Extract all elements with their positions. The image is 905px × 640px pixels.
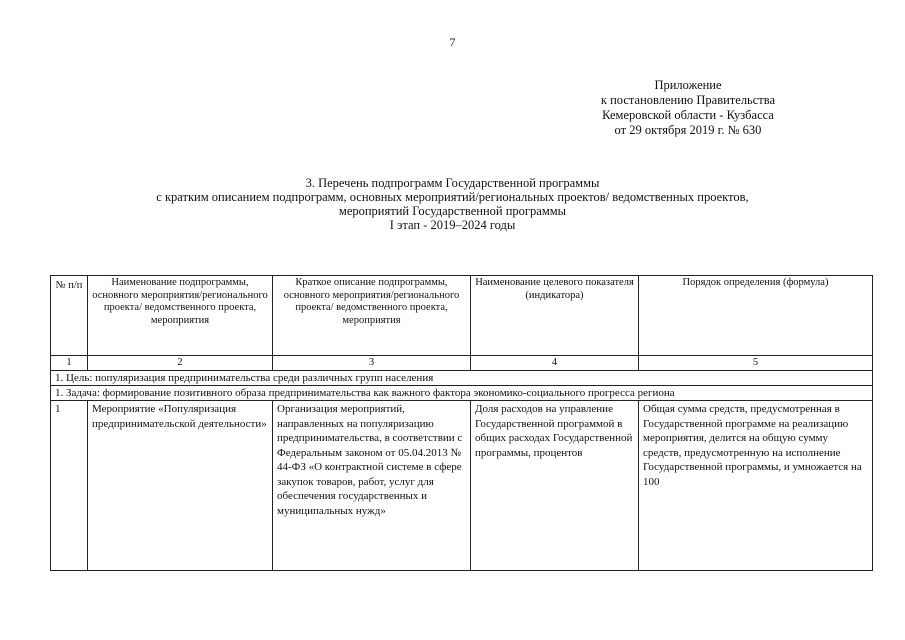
appendix-block xyxy=(578,78,798,138)
task-row xyxy=(51,386,873,401)
goal-row xyxy=(51,371,873,386)
row-formula: Общая сумма средств, предусмотренная в Государственной программе на реализацию мероприятия, делится на общую сумму средств, предусмотренную на исполнение Государственной программы, и умножается на 100 xyxy=(639,401,873,571)
subprograms-table xyxy=(50,275,873,571)
header-description: Краткое описание подпрограммы, основного мероприятия/регионального проекта/ ведомственного проекта, мероприятия xyxy=(273,276,471,356)
table-header-row xyxy=(51,276,873,356)
appendix-line-3: Кемеровской области - Кузбасса xyxy=(602,108,774,122)
document-title xyxy=(70,176,835,232)
title-line-2: с кратким описанием подпрограмм, основных мероприятий/региональных проектов/ ведомственных проектов, xyxy=(156,190,749,204)
header-number: № п/п xyxy=(51,276,88,356)
row-number: 1 xyxy=(51,401,88,571)
goal-text: 1. Цель: популяризация предпринимательства среди различных групп населения xyxy=(51,371,873,386)
title-line-4: I этап - 2019–2024 годы xyxy=(389,218,516,232)
column-number: 4 xyxy=(471,356,639,371)
column-number-row xyxy=(51,356,873,371)
row-name: Мероприятие «Популяризация предпринимательской деятельности» xyxy=(88,401,273,571)
task-text: 1. Задача: формирование позитивного образа предпринимательства как важного фактора экономико-социального прогресса региона xyxy=(51,386,873,401)
row-indicator: Доля расходов на управление Государственной программой в общих расходах Государственной программы, процентов xyxy=(471,401,639,571)
column-number: 5 xyxy=(639,356,873,371)
title-line-1: 3. Перечень подпрограмм Государственной программы xyxy=(305,176,600,190)
title-line-3: мероприятий Государственной программы xyxy=(338,204,567,218)
header-name: Наименование подпрограммы, основного мероприятия/регионального проекта/ ведомственного проекта, мероприятия xyxy=(88,276,273,356)
table-row xyxy=(51,401,873,571)
header-indicator: Наименование целевого показателя (индикатора) xyxy=(471,276,639,356)
page-number: 7 xyxy=(449,35,456,49)
row-description: Организация мероприятий, направленных на популяризацию предпринимательства, в соответствии с Федеральным законом от 05.04.2013 № 44-ФЗ «О контрактной системе в сфере закупок товаров, работ, услуг для обеспечения государственных и муниципальных нужд» xyxy=(273,401,471,571)
column-number: 1 xyxy=(51,356,88,371)
column-number: 2 xyxy=(88,356,273,371)
appendix-line-2: к постановлению Правительства xyxy=(600,93,776,107)
column-number: 3 xyxy=(273,356,471,371)
appendix-line-4: от 29 октября 2019 г. № 630 xyxy=(614,123,762,137)
appendix-line-1: Приложение xyxy=(654,78,722,92)
header-formula: Порядок определения (формула) xyxy=(639,276,873,356)
